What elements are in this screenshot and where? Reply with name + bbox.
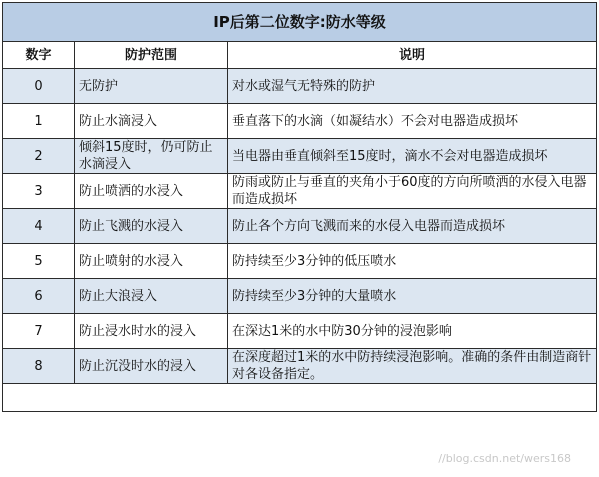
table-title-row (3, 3, 597, 42)
row-number: 7 (3, 314, 75, 349)
table-row (3, 174, 597, 209)
row-protection-range: 防止喷洒的水浸入 (75, 174, 228, 209)
watermark-text: //blog.csdn.net/wers168 (438, 452, 571, 465)
row-number: 6 (3, 279, 75, 314)
header-protection-range: 防护范围 (75, 42, 228, 69)
table-header-row (3, 42, 597, 69)
ip-water-rating-table-container (2, 2, 596, 474)
row-number: 5 (3, 244, 75, 279)
table-empty-row (3, 384, 597, 412)
row-protection-range: 防止大浪浸入 (75, 279, 228, 314)
table-row (3, 279, 597, 314)
row-description: 防持续至少3分钟的大量喷水 (228, 279, 597, 314)
row-description: 防雨或防止与垂直的夹角小于60度的方向所喷洒的水侵入电器而造成损坏 (228, 174, 597, 209)
row-description: 在深度超过1米的水中防持续浸泡影响。准确的条件由制造商针对各设备指定。 (228, 349, 597, 384)
table-row (3, 314, 597, 349)
table-row (3, 69, 597, 104)
row-description: 防持续至少3分钟的低压喷水 (228, 244, 597, 279)
row-number: 1 (3, 104, 75, 139)
row-protection-range: 防止飞溅的水浸入 (75, 209, 228, 244)
ip-water-rating-table (2, 2, 597, 412)
row-protection-range: 防止喷射的水浸入 (75, 244, 228, 279)
table-row (3, 349, 597, 384)
header-number: 数字 (3, 42, 75, 69)
row-protection-range: 防止沉没时水的浸入 (75, 349, 228, 384)
empty-cell (3, 384, 597, 412)
row-protection-range: 防止水滴浸入 (75, 104, 228, 139)
table-row (3, 139, 597, 174)
row-protection-range: 倾斜15度时，仍可防止水滴浸入 (75, 139, 228, 174)
row-description: 对水或湿气无特殊的防护 (228, 69, 597, 104)
header-description: 说明 (228, 42, 597, 69)
row-protection-range: 防止浸水时水的浸入 (75, 314, 228, 349)
row-description: 垂直落下的水滴（如凝结水）不会对电器造成损坏 (228, 104, 597, 139)
table-row (3, 104, 597, 139)
row-description: 防止各个方向飞溅而来的水侵入电器而造成损坏 (228, 209, 597, 244)
row-number: 2 (3, 139, 75, 174)
table-row (3, 244, 597, 279)
table-row (3, 209, 597, 244)
row-description: 当电器由垂直倾斜至15度时，滴水不会对电器造成损坏 (228, 139, 597, 174)
row-number: 4 (3, 209, 75, 244)
row-number: 8 (3, 349, 75, 384)
table-title: IP后第二位数字:防水等级 (3, 3, 597, 42)
row-description: 在深达1米的水中防30分钟的浸泡影响 (228, 314, 597, 349)
row-number: 3 (3, 174, 75, 209)
row-number: 0 (3, 69, 75, 104)
row-protection-range: 无防护 (75, 69, 228, 104)
